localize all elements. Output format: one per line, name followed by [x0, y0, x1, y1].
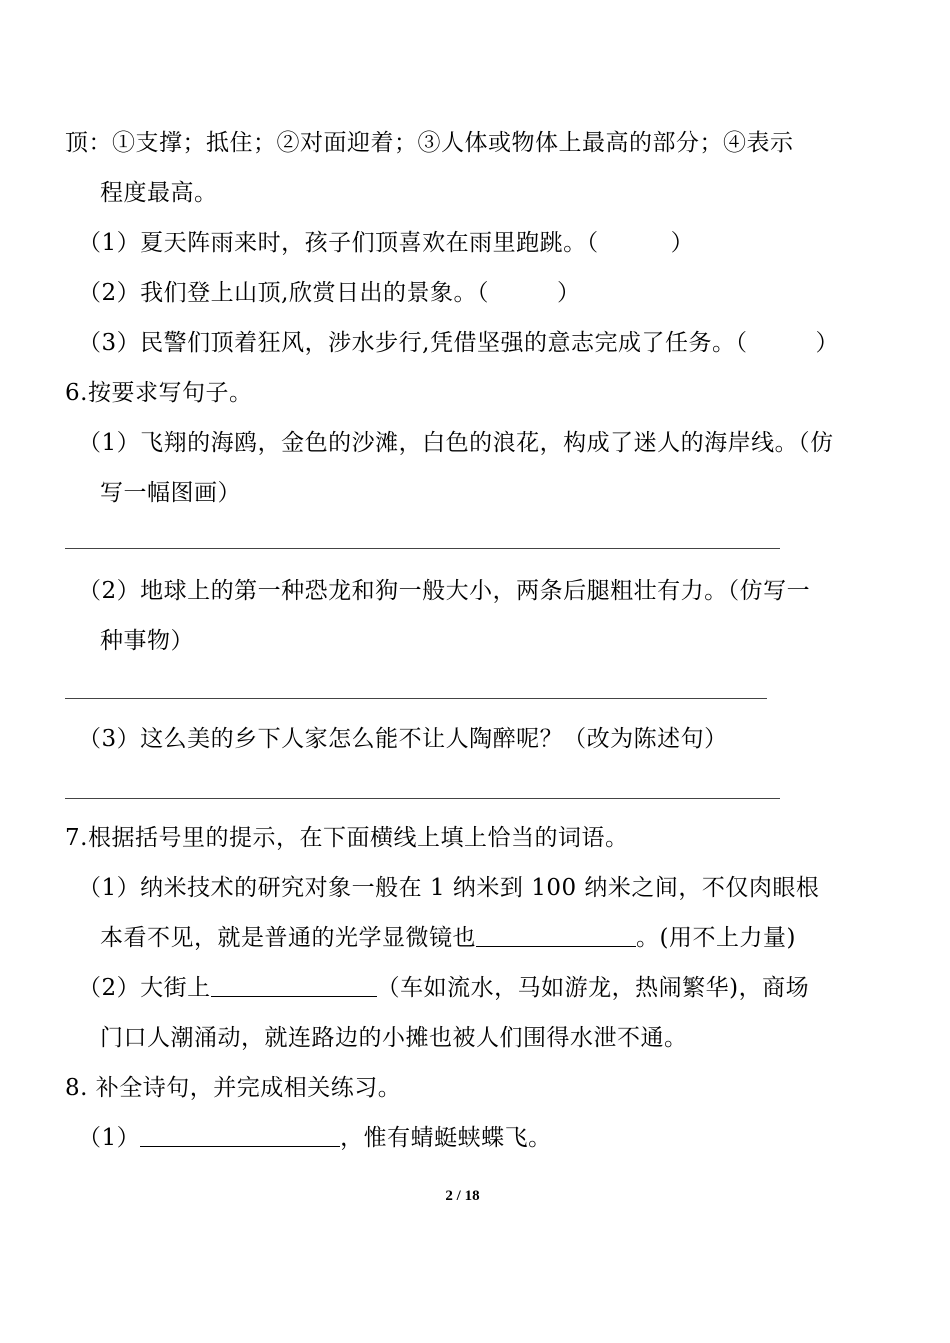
fill-blank-q7-1[interactable] — [476, 924, 636, 947]
q7-sentence-1-line-1: （1）纳米技术的研究对象一般在 1 纳米到 100 纳米之间，不仅肉眼根 — [78, 875, 820, 901]
q7-sentence-2-line-1 — [78, 973, 809, 1003]
answer-line-q6-1[interactable] — [65, 548, 780, 549]
q7-sentence-2-line-2: 门口人潮涌动，就连路边的小摊也被人们围得水泄不通。 — [100, 1025, 688, 1051]
close-paren: ） — [815, 330, 839, 356]
q7-sentence-1-text-a: 本看不见，就是普通的光学显微镜也 — [100, 925, 476, 951]
definition-line-1: 顶：①支撑；抵住；②对面迎着；③人体或物体上最高的部分；④表示 — [65, 130, 794, 156]
q8-sentence-1 — [78, 1123, 552, 1153]
answer-line-q6-3[interactable] — [65, 798, 780, 799]
q6-sentence-2-line-1: （2）地球上的第一种恐龙和狗一般大小，两条后腿粗壮有力。（仿写一 — [78, 578, 811, 604]
meaning-question-3 — [78, 328, 839, 358]
q6-sentence-2-line-2: 种事物） — [100, 628, 194, 654]
q7-sentence-1-line-2 — [100, 923, 796, 953]
close-paren: ） — [670, 230, 695, 256]
question-8-title: 8. 补全诗句，并完成相关练习。 — [65, 1075, 402, 1101]
meaning-question-1 — [78, 228, 694, 258]
q8-sentence-1-text: ，惟有蜻蜓蛱蝶飞。 — [340, 1125, 552, 1151]
meaning-question-2-text: （2）我们登上山顶,欣赏日出的景象。（ — [78, 280, 489, 306]
q7-sentence-2-text-b: （车如流水，马如游龙，热闹繁华)，商场 — [376, 975, 810, 1001]
q6-sentence-3: （3）这么美的乡下人家怎么能不让人陶醉呢？（改为陈述句） — [78, 726, 728, 752]
meaning-question-3-text: （3）民警们顶着狂风，涉水步行,凭借坚强的意志完成了任务。（ — [78, 330, 748, 356]
fill-blank-q7-2[interactable] — [211, 974, 377, 997]
answer-line-q6-2[interactable] — [65, 698, 767, 699]
q6-sentence-1-line-2: 写一幅图画） — [100, 480, 241, 506]
fill-blank-q8-1[interactable] — [140, 1124, 340, 1147]
meaning-question-1-text: （1）夏天阵雨来时，孩子们顶喜欢在雨里跑跳。（ — [78, 230, 599, 256]
q6-sentence-1-line-1: （1）飞翔的海鸥，金色的沙滩，白色的浪花，构成了迷人的海岸线。（仿 — [78, 430, 834, 456]
meaning-question-2 — [78, 278, 580, 308]
q7-sentence-2-text-a: （2）大街上 — [78, 975, 211, 1001]
q8-sentence-1-prefix: （1） — [78, 1125, 141, 1151]
question-7-title: 7.根据括号里的提示，在下面横线上填上恰当的词语。 — [65, 825, 629, 851]
q7-sentence-1-text-b: 。(用不上力量) — [636, 925, 796, 951]
definition-line-2: 程度最高。 — [100, 180, 218, 206]
question-6-title: 6.按要求写句子。 — [65, 380, 253, 406]
close-paren: ） — [556, 280, 581, 306]
page-number: 2 / 18 — [445, 1188, 480, 1204]
